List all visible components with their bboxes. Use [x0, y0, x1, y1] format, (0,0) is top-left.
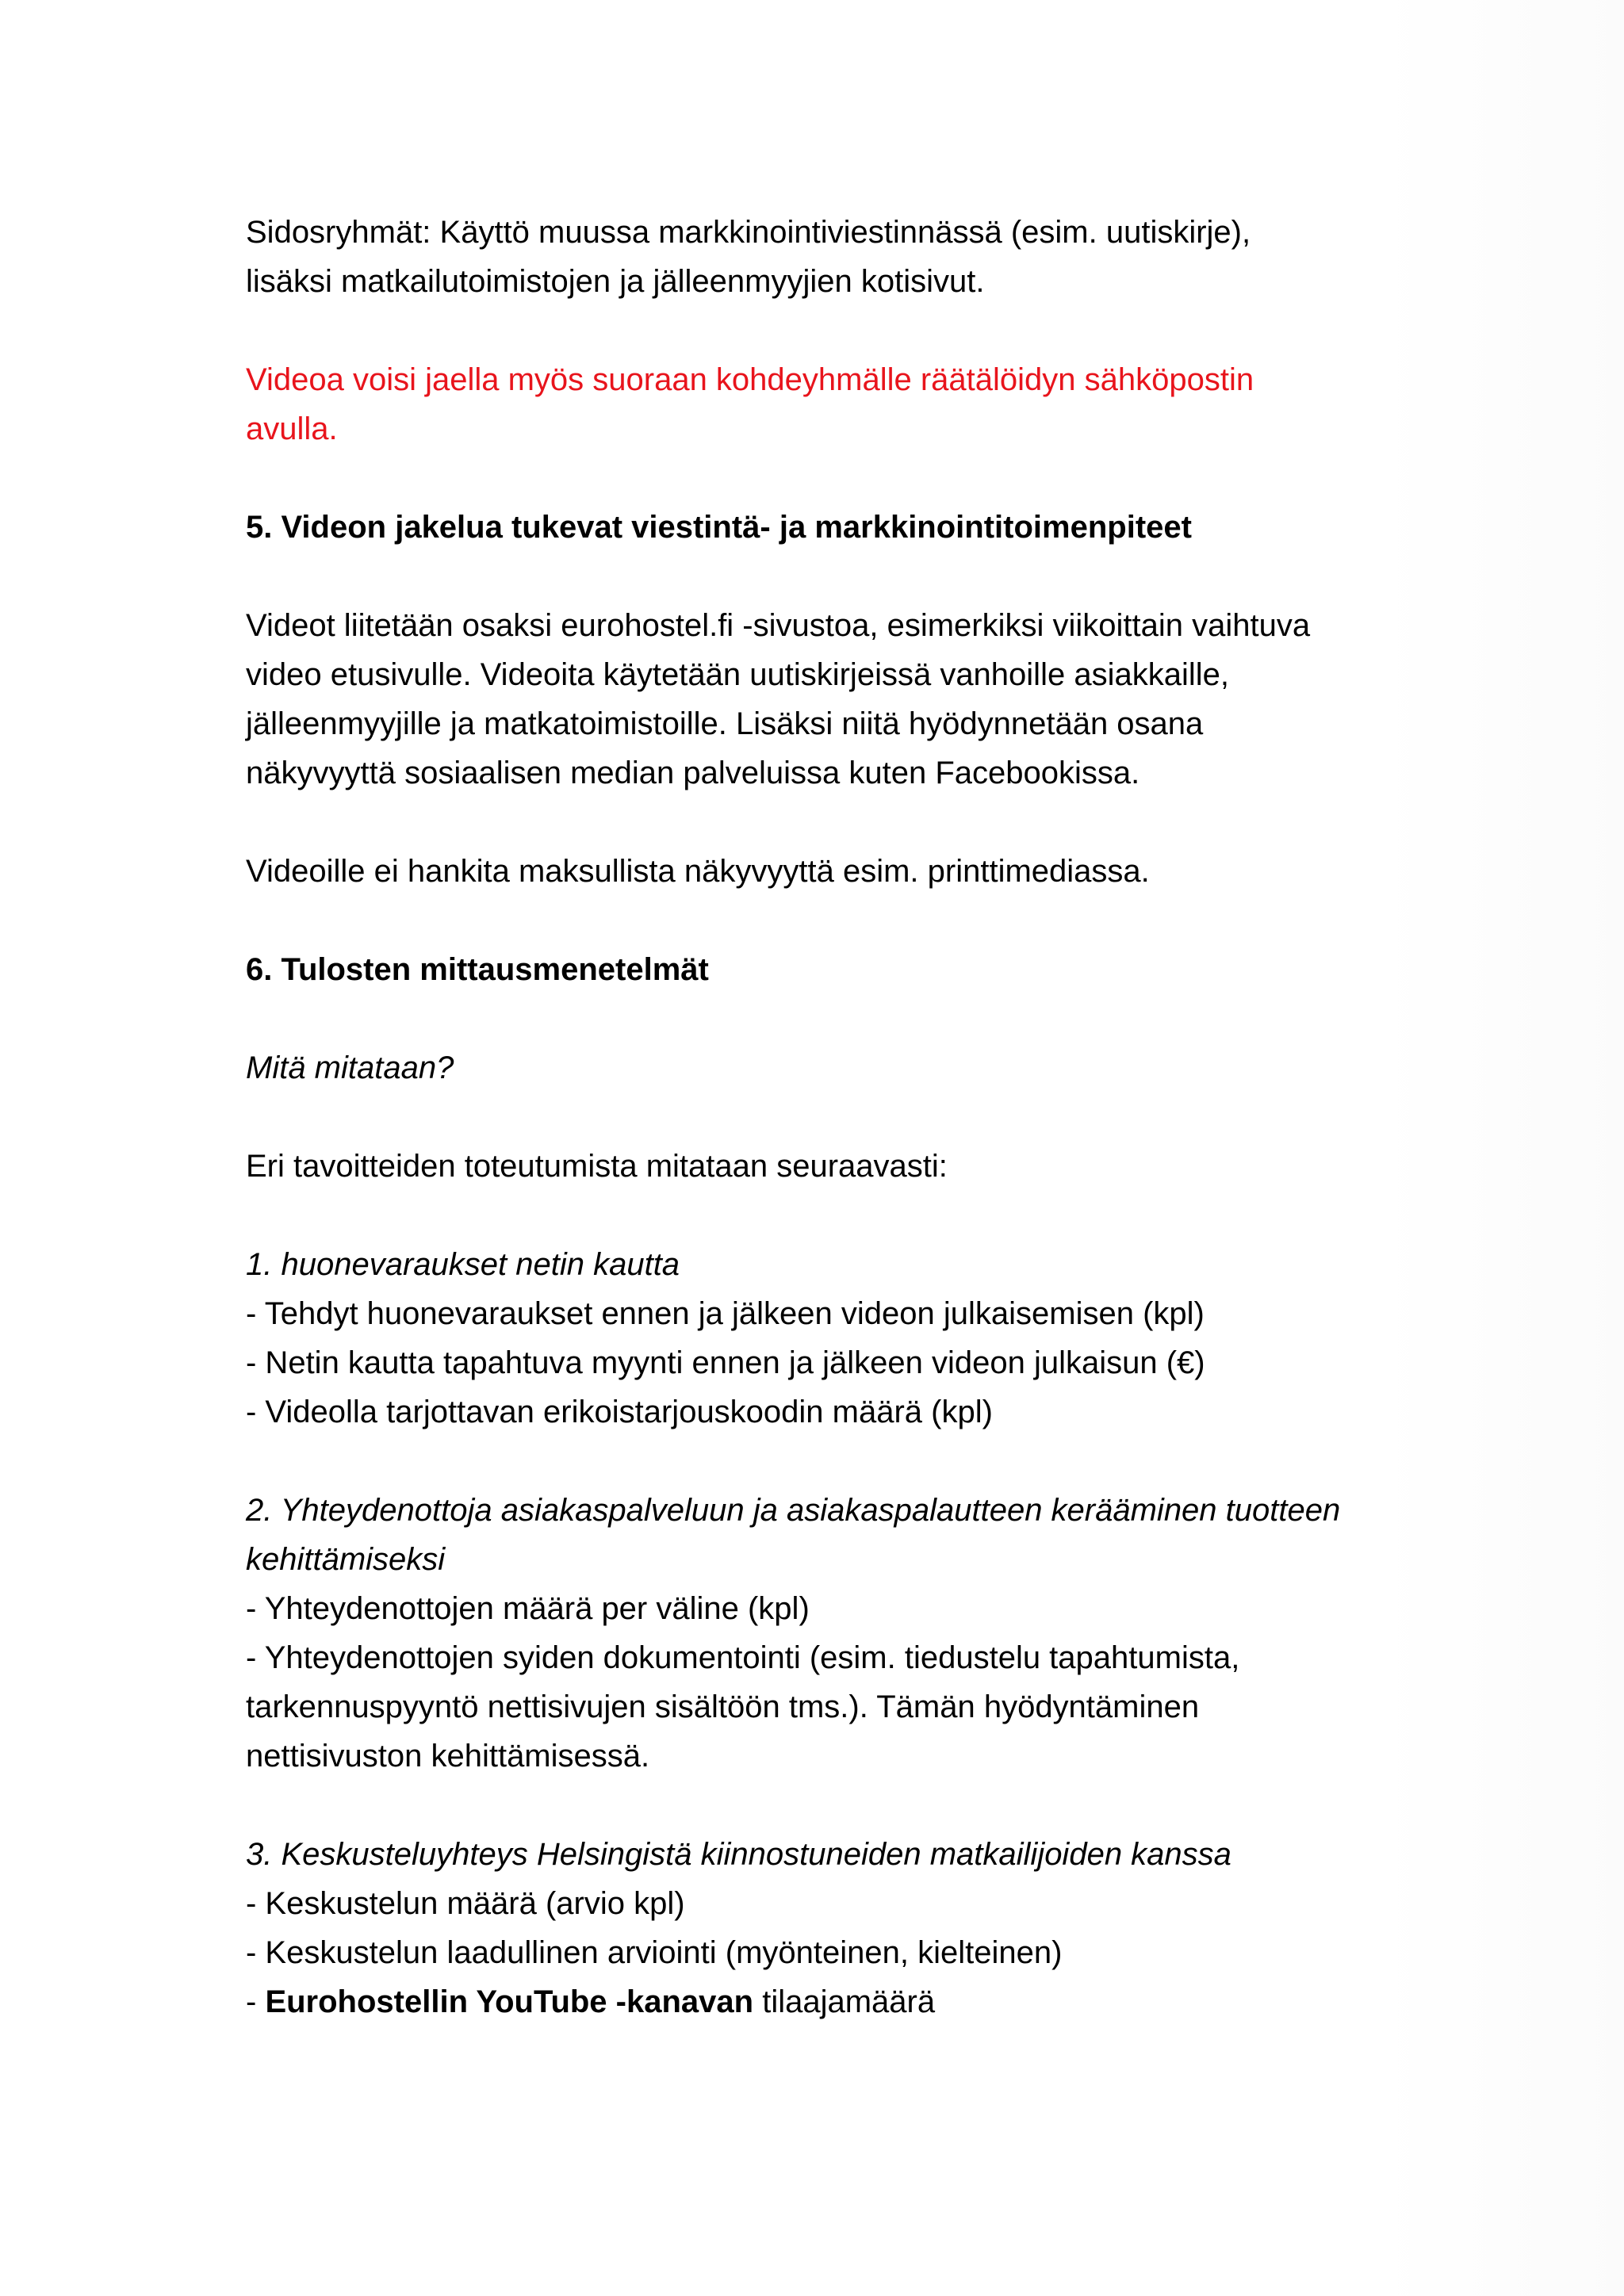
document-body: [246, 208, 1435, 2026]
text-line: Sidosryhmät: Käyttö muussa markkinointiviestinnässä (esim. uutiskirje),: [246, 215, 1251, 250]
goal-2-title-continued: kehittämiseksi: [246, 1542, 446, 1577]
section-6-intro: Eri tavoitteiden toteutumista mitataan seuraavasti:: [246, 1149, 948, 1184]
email-distribution-note: [246, 355, 1435, 453]
list-item: - Tehdyt huonevaraukset ennen ja jälkeen videon julkaisemisen (kpl): [246, 1296, 1205, 1331]
list-item-prefix: -: [246, 1984, 266, 2019]
section-5-heading: 5. Videon jakelua tukevat viestintä- ja markkinointitoimenpiteet: [246, 510, 1192, 545]
section-5-body: [246, 601, 1435, 798]
list-item: - Yhteydenottojen määrä per väline (kpl): [246, 1591, 810, 1626]
goal-1-title: 1. huonevaraukset netin kautta: [246, 1247, 680, 1282]
goal-2-block: [246, 1486, 1435, 1781]
text-line: näkyvyyttä sosiaalisen median palveluissa kuten Facebookissa.: [246, 756, 1140, 790]
text-line: video etusivulle. Videoita käytetään uutiskirjeissä vanhoille asiakkaille,: [246, 657, 1229, 692]
section-6-heading: 6. Tulosten mittausmenetelmät: [246, 952, 709, 987]
section-6-question: Mitä mitataan?: [246, 1050, 454, 1085]
list-item: - Yhteydenottojen syiden dokumentointi (esim. tiedustelu tapahtumista,: [246, 1640, 1240, 1675]
section-5-note: Videoille ei hankita maksullista näkyvyyttä esim. printtimediassa.: [246, 854, 1150, 889]
list-item-continued: nettisivuston kehittämisessä.: [246, 1739, 650, 1774]
youtube-channel-label: Eurohostellin YouTube -kanavan: [265, 1984, 754, 2019]
goal-1-block: [246, 1240, 1435, 1437]
list-item-continued: tarkennuspyyntö nettisivujen sisältöön tms.). Tämän hyödyntäminen: [246, 1689, 1200, 1724]
text-line: jälleenmyyjille ja matkatoimistoille. Lisäksi niitä hyödynnetään osana: [246, 706, 1204, 741]
list-item-youtube-subscribers: [246, 1977, 1435, 2026]
list-item: - Netin kautta tapahtuva myynti ennen ja jälkeen videon julkaisun (€): [246, 1345, 1205, 1380]
list-item: - Keskustelun laadullinen arviointi (myönteinen, kielteinen): [246, 1935, 1063, 1970]
text-line: avulla.: [246, 411, 338, 446]
stakeholders-paragraph: [246, 208, 1435, 306]
goal-3-title: 3. Keskusteluyhteys Helsingistä kiinnostuneiden matkailijoiden kanssa: [246, 1837, 1231, 1872]
list-item: - Videolla tarjottavan erikoistarjouskoodin määrä (kpl): [246, 1395, 993, 1429]
text-line: lisäksi matkailutoimistojen ja jälleenmyyjien kotisivut.: [246, 264, 985, 299]
list-item-suffix: tilaajamäärä: [753, 1984, 936, 2019]
list-item: - Keskustelun määrä (arvio kpl): [246, 1886, 685, 1921]
goal-2-title: 2. Yhteydenottoja asiakaspalveluun ja asiakaspalautteen kerääminen tuotteen: [246, 1493, 1341, 1528]
text-line: Videoa voisi jaella myös suoraan kohdeyhmälle räätälöidyn sähköpostin: [246, 362, 1254, 397]
text-line: Videot liitetään osaksi eurohostel.fi -sivustoa, esimerkiksi viikoittain vaihtuva: [246, 608, 1311, 643]
goal-3-block: [246, 1830, 1435, 2026]
